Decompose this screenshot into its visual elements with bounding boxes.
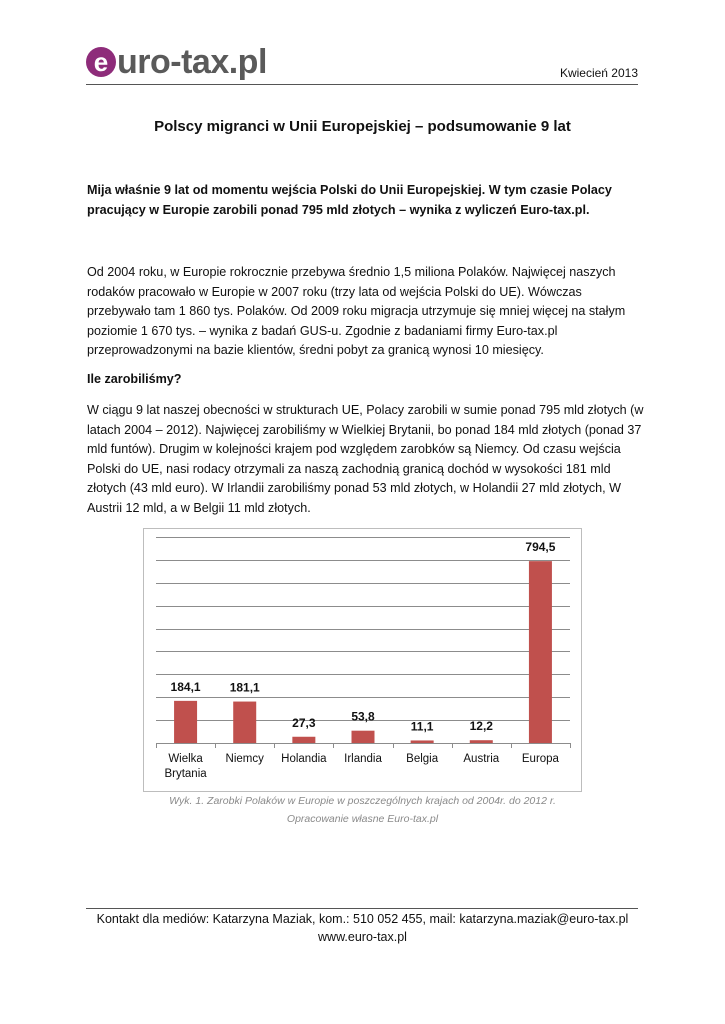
bar [411, 740, 434, 743]
category-label: Austria [463, 753, 500, 765]
data-label: 184,1 [170, 679, 201, 694]
category-label: Brytania [164, 768, 207, 780]
footer-contact: Kontakt dla mediów: Katarzyna Maziak, kom.: 510 052 455, mail: katarzyna.maziak@euro-tax.pl [96, 912, 629, 926]
header-divider [86, 84, 638, 85]
data-label: 794,5 [525, 540, 556, 555]
footer-website: www.euro-tax.pl [318, 930, 407, 944]
footer [0, 910, 725, 946]
page-title: Polscy migranci w Unii Europejskiej – podsumowanie 9 lat [154, 118, 571, 135]
data-label: 11,1 [410, 719, 434, 734]
footer-divider [86, 908, 638, 909]
publication-date: Kwiecień 2013 [559, 66, 638, 80]
data-label: 12,2 [469, 719, 493, 734]
bar [233, 702, 256, 743]
bar [470, 740, 493, 743]
category-label: Wielka [168, 753, 203, 765]
data-label: 53,8 [351, 709, 375, 724]
bar [174, 701, 197, 743]
category-label: Irlandia [344, 753, 382, 765]
lead-paragraph: Mija właśnie 9 lat od momentu wejścia Polski do Unii Europejskiej. W tym czasie Polacy pracujący w Europie zarobili ponad 795 mld złotych – wynika z wyliczeń Euro-tax.pl. [87, 183, 612, 217]
category-label: Holandia [281, 753, 327, 765]
caption-line-1: Wyk. 1. Zarobki Polaków w Europie w poszczególnych krajach od 2004r. do 2012 r. [169, 795, 556, 807]
body-paragraph-1: Od 2004 roku, w Europie rokrocznie przebywa średnio 1,5 miliona Polaków. Najwięcej naszych rodaków pracowało w Europie w 2007 roku (trzy lata od wejścia Polski do UE). Wówczas przebywało tam 1 860 tys. Polaków. Od 2009 roku migracja utrzymuje się mniej więcej na stałym poziomie 1 670 tys. – wynika z badań GUS-u. Zgodnie z badaniami firmy Euro-tax.pl przeprowadzonymi na bazie klientów, średni pobyt za granicą wynosi 10 miesięcy. [87, 265, 626, 357]
caption-line-2: Opracowanie własne Euro-tax.pl [286, 813, 439, 825]
data-label: 27,3 [292, 715, 316, 730]
logo [86, 40, 267, 84]
body-paragraph-2: W ciągu 9 lat naszej obecności w strukturach UE, Polacy zarobili w sumie ponad 795 mld złotych (w latach 2004 – 2012). Najwięcej zarobiliśmy w Wielkiej Brytanii, bo ponad 184 mld złotych (ponad 37 mld funtów). Drugim w kolejności krajem pod względem zarobków są Niemcy. Od czasu wejścia Polski do UE, nasi rodacy otrzymali za naszą zachodnią granicą dochód w wysokości 181 mld złotych (43 mld euro). W Irlandii zarobiliśmy ponad 53 mld złotych, w Holandii 27 mld złotych, W Austrii 12 mld, a w Belgii 11 mld złotych. [87, 403, 644, 515]
section-subheading: Ile zarobiliśmy? [87, 372, 182, 386]
category-label: Belgia [406, 753, 439, 765]
logo-text: uro-tax.pl [117, 43, 267, 81]
bar [529, 561, 552, 743]
category-label: Europa [521, 753, 559, 765]
logo-e-mark: e [86, 47, 116, 77]
earnings-chart [143, 528, 582, 792]
chart-canvas [144, 529, 581, 791]
bar [352, 731, 375, 743]
bar [292, 737, 315, 743]
category-label: Niemcy [225, 753, 264, 765]
data-label: 181,1 [229, 680, 260, 695]
chart-caption [0, 792, 725, 828]
